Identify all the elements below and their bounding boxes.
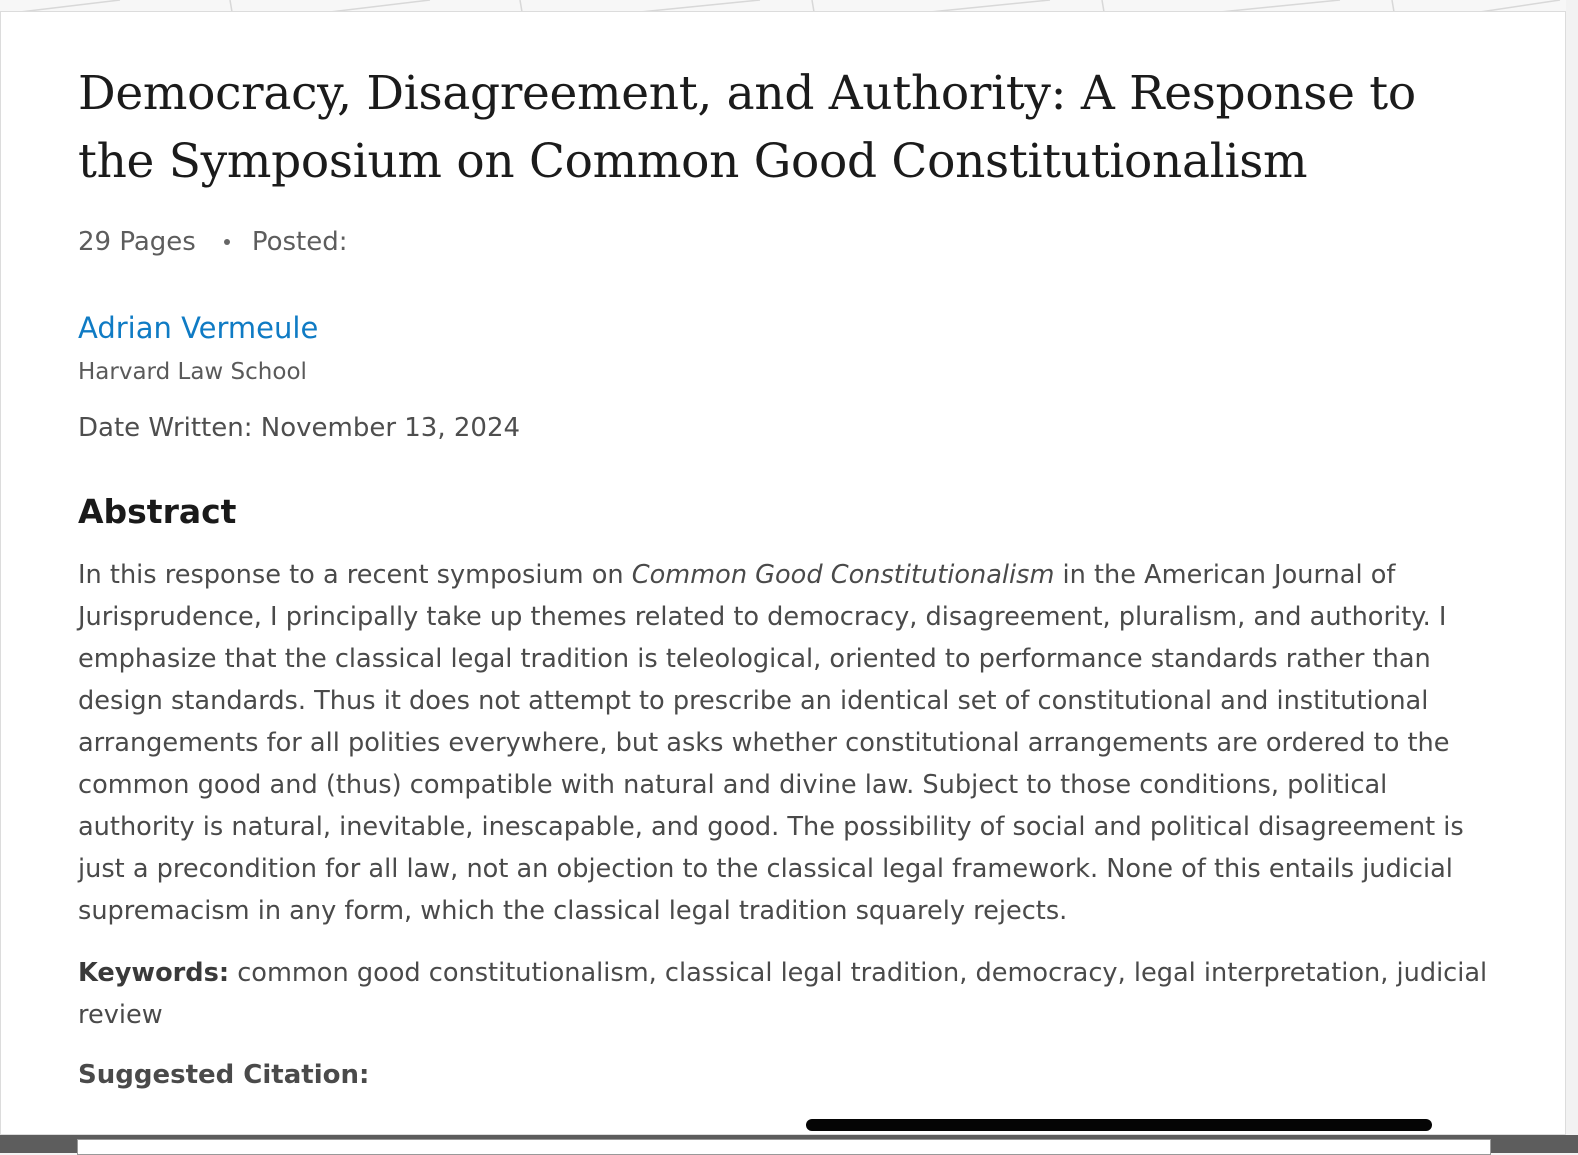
page-count: 29 Pages [78,227,196,257]
author-affiliation: Harvard Law School [78,359,307,385]
right-page-edge [1566,0,1578,1135]
abstract-text-part-2: in the American Journal of Jurisprudence, I principally take up themes related to democracy, disagreement, pluralism, and authority. I emphasize that the classical legal tradition is teleological, oriented to performance standards rather than design standards. Thus it does not attempt to prescribe an identical set of constitutional and institutional arrangements for all polities everywhere, but asks whether constitutional arrangements are ordered to the common good and (thus) compatible with natural and divine law. Subject to those conditions, political authority is natural, inevitable, inescapable, and good. The possibility of social and political disagreement is just a precondition for all law, not an objection to the classical legal framework. None of this entails judicial supremacism in any form, which the classical legal tradition squarely rejects. [78,560,1464,926]
paper-title: Democracy, Disagreement, and Authority: A Response to the Symposium on Common Good Constitutionalism [78,66,1416,189]
date-written: Date Written: November 13, 2024 [78,413,521,443]
abstract-text-part-1: In this response to a recent symposium on [78,560,632,590]
abstract-text [78,554,1498,932]
separator-dot-icon [224,239,230,245]
home-indicator-bar[interactable] [806,1119,1432,1131]
abstract-heading: Abstract [78,492,237,531]
paper-content [78,12,1498,1094]
keywords-label: Keywords: [78,958,230,988]
paper-page [0,11,1566,1135]
keywords [78,952,1498,1036]
suggested-citation-heading: Suggested Citation: [78,1060,370,1090]
author-link[interactable]: Adrian Vermeule [78,311,319,345]
abstract-book-title: Common Good Constitutionalism [631,560,1055,590]
posted-label: Posted: [251,227,348,257]
keywords-value: common good constitutionalism, classical legal tradition, democracy, legal interpretation, judicial review [78,958,1488,1030]
paper-meta [78,224,1498,260]
